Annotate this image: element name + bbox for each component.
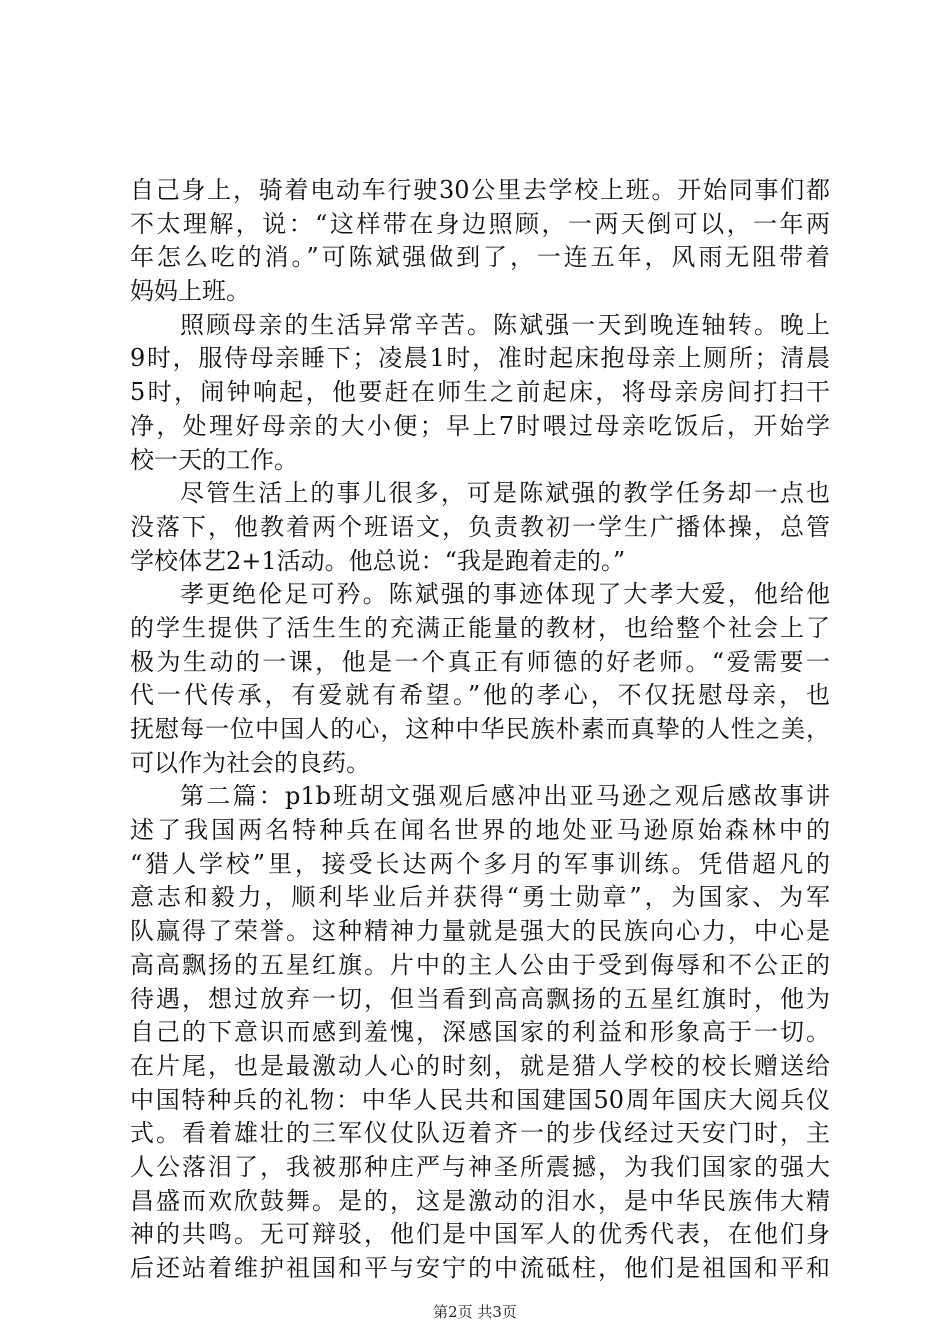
text-line: 年怎么吃的消。”可陈斌强做到了，一连五年，风雨无阻带着 — [130, 243, 830, 272]
text-line: 中国特种兵的礼物：中华人民共和国建国50周年国庆大阅兵仪 — [130, 1085, 830, 1114]
text-line: 自己的下意识而感到羞愧，深感国家的利益和形象高于一切。 — [130, 1018, 830, 1047]
text-line: 自己身上，骑着电动车行驶30公里去学校上班。开始同事们都 — [130, 176, 830, 204]
text-line: 可以作为社会的良药。 — [130, 748, 370, 777]
text-line: 人公落泪了，我被那种庄严与神圣所震撼，为我们国家的强大 — [130, 1152, 830, 1181]
text-line: 式。看着雄壮的三军仪仗队迈着齐一的步伐经过天安门时，主 — [130, 1119, 830, 1148]
text-line: 后还站着维护祖国和平与安宁的中流砥柱，他们是祖国和平和 — [130, 1254, 830, 1282]
text-line: 尽管生活上的事儿很多，可是陈斌强的教学任务却一点也 — [180, 479, 830, 508]
text-line: 代一代传承，有爱就有希望。”他的孝心，不仅抚慰母亲，也 — [130, 681, 830, 710]
text-line: 在片尾，也是最激动人心的时刻，就是猎人学校的校长赠送给 — [130, 1051, 830, 1080]
text-line: 5时，闹钟响起，他要赶在师生之前起床，将母亲房间打扫干 — [130, 378, 830, 407]
text-line: 待遇，想过放弃一切，但当看到高高飘扬的五星红旗时，他为 — [130, 984, 830, 1013]
text-line: 孝更绝伦足可矜。陈斌强的事迹体现了大孝大爱，他给他 — [180, 580, 830, 609]
text-line: 照顾母亲的生活异常辛苦。陈斌强一天到晚连轴转。晚上 — [180, 310, 830, 339]
page-footer: 第2页 共3页 — [433, 1303, 517, 1321]
text-line: 神的共鸣。无可辩驳，他们是中国军人的优秀代表，在他们身 — [130, 1220, 830, 1249]
text-line: 妈妈上班。 — [130, 277, 250, 306]
text-line: 第二篇：p1b班胡文强观后感冲出亚马逊之观后感故事讲 — [180, 782, 830, 811]
text-line: 没落下，他教着两个班语文，负责教初一学生广播体操，总管 — [130, 512, 830, 541]
text-line: 学校体艺2+1活动。他总说：“我是跑着走的。” — [130, 546, 626, 575]
text-line: 不太理解，说：“这样带在身边照顾，一两天倒可以，一年两 — [130, 209, 830, 238]
text-line: 高高飘扬的五星红旗。片中的主人公由于受到侮辱和不公正的 — [130, 950, 830, 979]
text-line: 抚慰每一位中国人的心，这种中华民族朴素而真挚的人性之美， — [130, 715, 830, 743]
text-line: 意志和毅力，顺利毕业后并获得“勇士勋章”，为国家、为军 — [130, 883, 830, 912]
text-line: 述了我国两名特种兵在闻名世界的地处亚马逊原始森林中的 — [130, 816, 830, 845]
text-line: 9时，服侍母亲睡下；凌晨1时，准时起床抱母亲上厕所；清晨 — [130, 344, 830, 373]
text-line: 的学生提供了活生生的充满正能量的教材，也给整个社会上了 — [130, 613, 830, 642]
text-line: 净，处理好母亲的大小便；早上7时喂过母亲吃饭后，开始学 — [130, 411, 830, 440]
text-line: 昌盛而欢欣鼓舞。是的，这是激动的泪水，是中华民族伟大精 — [130, 1186, 830, 1215]
text-line: 校一天的工作。 — [130, 445, 298, 474]
text-line: 队赢得了荣誉。这种精神力量就是强大的民族向心力，中心是 — [130, 917, 830, 946]
text-line: “猎人学校”里，接受长达两个多月的军事训练。凭借超凡的 — [130, 849, 830, 878]
text-line: 极为生动的一课，他是一个真正有师德的好老师。“爱需要一 — [130, 647, 830, 676]
body-text — [130, 174, 830, 1286]
